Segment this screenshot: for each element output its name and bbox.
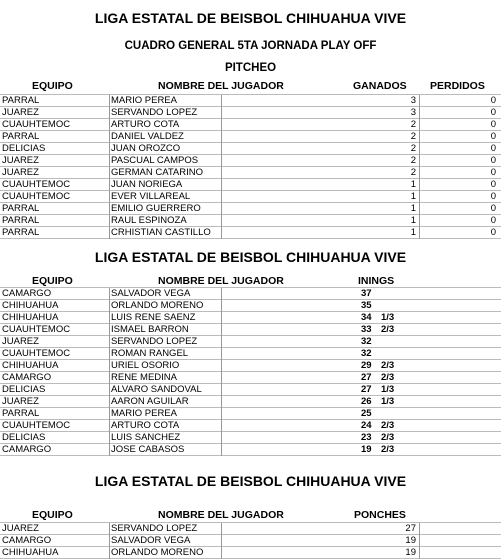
cell-innings: 25 bbox=[361, 408, 372, 419]
table-row bbox=[0, 348, 501, 360]
cell-innings-fraction: 2/3 bbox=[381, 420, 395, 431]
cell-ganados: 1 bbox=[410, 191, 416, 202]
cell-innings: 27 bbox=[361, 384, 372, 395]
cell-nombre: SERVANDO LOPEZ bbox=[111, 107, 198, 118]
column-divider bbox=[419, 95, 420, 239]
table-row bbox=[0, 215, 501, 227]
cell-nombre: ALVARO SANDOVAL bbox=[111, 384, 202, 395]
cell-equipo: PARRAL bbox=[2, 95, 40, 106]
innings-header-inings: ININGS bbox=[358, 275, 395, 287]
cell-nombre: CRHISTIAN CASTILLO bbox=[111, 227, 211, 238]
table-row bbox=[0, 384, 501, 396]
cell-equipo: JUAREZ bbox=[2, 167, 39, 178]
column-divider bbox=[109, 523, 110, 559]
cell-nombre: GERMAN CATARINO bbox=[111, 167, 204, 178]
cell-nombre: PASCUAL CAMPOS bbox=[111, 155, 199, 166]
cell-ponches: 19 bbox=[405, 535, 416, 546]
table-row bbox=[0, 420, 501, 432]
cell-equipo: CAMARGO bbox=[2, 444, 52, 455]
document-title: LIGA ESTATAL DE BEISBOL CHIHUAHUA VIVE bbox=[94, 10, 407, 26]
cell-ganados: 1 bbox=[410, 203, 416, 214]
cell-nombre: EMILIO GUERRERO bbox=[111, 203, 201, 214]
cell-nombre: LUIS RENE SAENZ bbox=[111, 312, 196, 323]
cell-equipo: CUAUHTEMOC bbox=[2, 179, 71, 190]
table-row bbox=[0, 179, 501, 191]
cell-ganados: 2 bbox=[410, 155, 416, 166]
column-divider bbox=[109, 95, 110, 239]
table-row bbox=[0, 288, 501, 300]
cell-innings-fraction: 2/3 bbox=[381, 432, 395, 443]
cell-innings: 37 bbox=[361, 288, 372, 299]
table-row bbox=[0, 203, 501, 215]
cell-nombre: AARON AGUILAR bbox=[111, 396, 189, 407]
cell-ganados: 1 bbox=[410, 215, 416, 226]
cell-ganados: 3 bbox=[410, 95, 416, 106]
cell-perdidos: 0 bbox=[490, 95, 496, 106]
cell-nombre: ARTURO COTA bbox=[111, 420, 180, 431]
cell-nombre: RAUL ESPINOZA bbox=[111, 215, 187, 226]
cell-nombre: JUAN NORIEGA bbox=[111, 179, 183, 190]
wins-table bbox=[0, 94, 501, 239]
strikeouts-header-nombre: NOMBRE DEL JUGADOR bbox=[158, 509, 284, 521]
cell-innings: 27 bbox=[361, 372, 372, 383]
cell-ganados: 2 bbox=[410, 167, 416, 178]
cell-perdidos: 0 bbox=[490, 167, 496, 178]
table-row bbox=[0, 432, 501, 444]
cell-perdidos: 0 bbox=[490, 215, 496, 226]
table-row bbox=[0, 372, 501, 384]
cell-equipo: DELICIAS bbox=[2, 143, 46, 154]
innings-header-nombre: NOMBRE DEL JUGADOR bbox=[158, 275, 284, 287]
cell-equipo: CUAUHTEMOC bbox=[2, 324, 71, 335]
cell-perdidos: 0 bbox=[490, 119, 496, 130]
cell-equipo: PARRAL bbox=[2, 408, 40, 419]
cell-nombre: MARIO PEREA bbox=[111, 95, 177, 106]
cell-nombre: JUAN OROZCO bbox=[111, 143, 181, 154]
cell-perdidos: 0 bbox=[490, 143, 496, 154]
table-row bbox=[0, 191, 501, 203]
cell-perdidos: 0 bbox=[490, 155, 496, 166]
cell-innings: 26 bbox=[361, 396, 372, 407]
column-divider bbox=[221, 288, 222, 456]
table-row bbox=[0, 312, 501, 324]
table-row bbox=[0, 523, 501, 535]
cell-innings: 32 bbox=[361, 348, 372, 359]
table-row bbox=[0, 155, 501, 167]
cell-nombre: ROMAN RANGEL bbox=[111, 348, 189, 359]
cell-nombre: MARIO PEREA bbox=[111, 408, 177, 419]
cell-equipo: PARRAL bbox=[2, 131, 40, 142]
strikeouts-table bbox=[0, 522, 501, 559]
cell-perdidos: 0 bbox=[490, 227, 496, 238]
innings-section-title: LIGA ESTATAL DE BEISBOL CHIHUAHUA VIVE bbox=[94, 249, 407, 265]
cell-ganados: 2 bbox=[410, 143, 416, 154]
cell-nombre: ARTURO COTA bbox=[111, 119, 180, 130]
table-row bbox=[0, 535, 501, 547]
table-row bbox=[0, 167, 501, 179]
cell-ganados: 2 bbox=[410, 131, 416, 142]
wins-header-nombre: NOMBRE DEL JUGADOR bbox=[158, 80, 284, 92]
cell-nombre: SALVADOR VEGA bbox=[111, 288, 191, 299]
cell-equipo: PARRAL bbox=[2, 215, 40, 226]
document-subtitle: CUADRO GENERAL 5TA JORNADA PLAY OFF bbox=[124, 40, 377, 52]
cell-innings: 23 bbox=[361, 432, 372, 443]
cell-perdidos: 0 bbox=[490, 179, 496, 190]
table-row bbox=[0, 444, 501, 456]
section-title-pitcheo: PITCHEO bbox=[224, 62, 277, 74]
cell-perdidos: 0 bbox=[490, 107, 496, 118]
cell-equipo: DELICIAS bbox=[2, 384, 46, 395]
strikeouts-section-title: LIGA ESTATAL DE BEISBOL CHIHUAHUA VIVE bbox=[94, 473, 407, 489]
innings-table bbox=[0, 287, 501, 456]
cell-equipo: PARRAL bbox=[2, 227, 40, 238]
cell-nombre: DANIEL VALDEZ bbox=[111, 131, 184, 142]
cell-ponches: 27 bbox=[405, 523, 416, 534]
innings-header-equipo: EQUIPO bbox=[32, 275, 73, 287]
cell-equipo: CAMARGO bbox=[2, 372, 52, 383]
cell-nombre: JOSE CABASOS bbox=[111, 444, 185, 455]
cell-innings: 34 bbox=[361, 312, 372, 323]
table-row bbox=[0, 547, 501, 559]
cell-innings-fraction: 1/3 bbox=[381, 312, 395, 323]
table-row bbox=[0, 300, 501, 312]
table-row bbox=[0, 336, 501, 348]
table-row bbox=[0, 324, 501, 336]
cell-equipo: CHIHUAHUA bbox=[2, 300, 59, 311]
cell-ganados: 1 bbox=[410, 179, 416, 190]
cell-innings: 24 bbox=[361, 420, 372, 431]
table-row bbox=[0, 119, 501, 131]
cell-equipo: JUAREZ bbox=[2, 523, 39, 534]
cell-innings: 19 bbox=[361, 444, 372, 455]
cell-nombre: EVER VILLAREAL bbox=[111, 191, 191, 202]
cell-equipo: JUAREZ bbox=[2, 155, 39, 166]
table-row bbox=[0, 131, 501, 143]
cell-equipo: PARRAL bbox=[2, 203, 40, 214]
cell-nombre: URIEL OSORIO bbox=[111, 360, 180, 371]
table-row bbox=[0, 143, 501, 155]
table-row bbox=[0, 360, 501, 372]
wins-header-equipo: EQUIPO bbox=[32, 80, 73, 92]
cell-equipo: CAMARGO bbox=[2, 535, 52, 546]
cell-innings-fraction: 1/3 bbox=[381, 396, 395, 407]
cell-nombre: RENE MEDINA bbox=[111, 372, 177, 383]
table-row bbox=[0, 396, 501, 408]
table-row bbox=[0, 107, 501, 119]
cell-equipo: JUAREZ bbox=[2, 396, 39, 407]
cell-ganados: 1 bbox=[410, 227, 416, 238]
strikeouts-header-ponches: PONCHES bbox=[354, 509, 406, 521]
cell-equipo: JUAREZ bbox=[2, 107, 39, 118]
cell-innings: 32 bbox=[361, 336, 372, 347]
table-row bbox=[0, 95, 501, 107]
cell-equipo: CHIHUAHUA bbox=[2, 312, 59, 323]
cell-innings-fraction: 2/3 bbox=[381, 360, 395, 371]
strikeouts-header-equipo: EQUIPO bbox=[32, 509, 73, 521]
table-row bbox=[0, 227, 501, 239]
cell-nombre: SERVANDO LOPEZ bbox=[111, 523, 198, 534]
cell-equipo: CUAUHTEMOC bbox=[2, 348, 71, 359]
column-divider bbox=[221, 523, 222, 559]
cell-ponches: 19 bbox=[405, 547, 416, 558]
cell-innings-fraction: 2/3 bbox=[381, 324, 395, 335]
cell-innings: 33 bbox=[361, 324, 372, 335]
column-divider bbox=[109, 288, 110, 456]
cell-ganados: 2 bbox=[410, 119, 416, 130]
cell-equipo: CUAUHTEMOC bbox=[2, 420, 71, 431]
column-divider bbox=[419, 523, 420, 559]
cell-innings-fraction: 2/3 bbox=[381, 444, 395, 455]
cell-nombre: SALVADOR VEGA bbox=[111, 535, 191, 546]
cell-ganados: 3 bbox=[410, 107, 416, 118]
cell-perdidos: 0 bbox=[490, 203, 496, 214]
cell-perdidos: 0 bbox=[490, 191, 496, 202]
cell-nombre: SERVANDO LOPEZ bbox=[111, 336, 198, 347]
cell-nombre: LUIS SANCHEZ bbox=[111, 432, 181, 443]
cell-equipo: CAMARGO bbox=[2, 288, 52, 299]
cell-equipo: CUAUHTEMOC bbox=[2, 119, 71, 130]
cell-equipo: CHIHUAHUA bbox=[2, 547, 59, 558]
wins-header-perdidos: PERDIDOS bbox=[430, 80, 485, 92]
cell-innings: 29 bbox=[361, 360, 372, 371]
cell-equipo: CHIHUAHUA bbox=[2, 360, 59, 371]
cell-nombre: ISMAEL BARRON bbox=[111, 324, 189, 335]
cell-nombre: ORLANDO MORENO bbox=[111, 547, 204, 558]
cell-perdidos: 0 bbox=[490, 131, 496, 142]
cell-innings-fraction: 1/3 bbox=[381, 384, 395, 395]
cell-innings: 35 bbox=[361, 300, 372, 311]
cell-equipo: CUAUHTEMOC bbox=[2, 191, 71, 202]
cell-equipo: DELICIAS bbox=[2, 432, 46, 443]
table-row bbox=[0, 408, 501, 420]
cell-innings-fraction: 2/3 bbox=[381, 372, 395, 383]
wins-header-ganados: GANADOS bbox=[353, 80, 407, 92]
column-divider bbox=[221, 95, 222, 239]
cell-nombre: ORLANDO MORENO bbox=[111, 300, 204, 311]
cell-equipo: JUAREZ bbox=[2, 336, 39, 347]
